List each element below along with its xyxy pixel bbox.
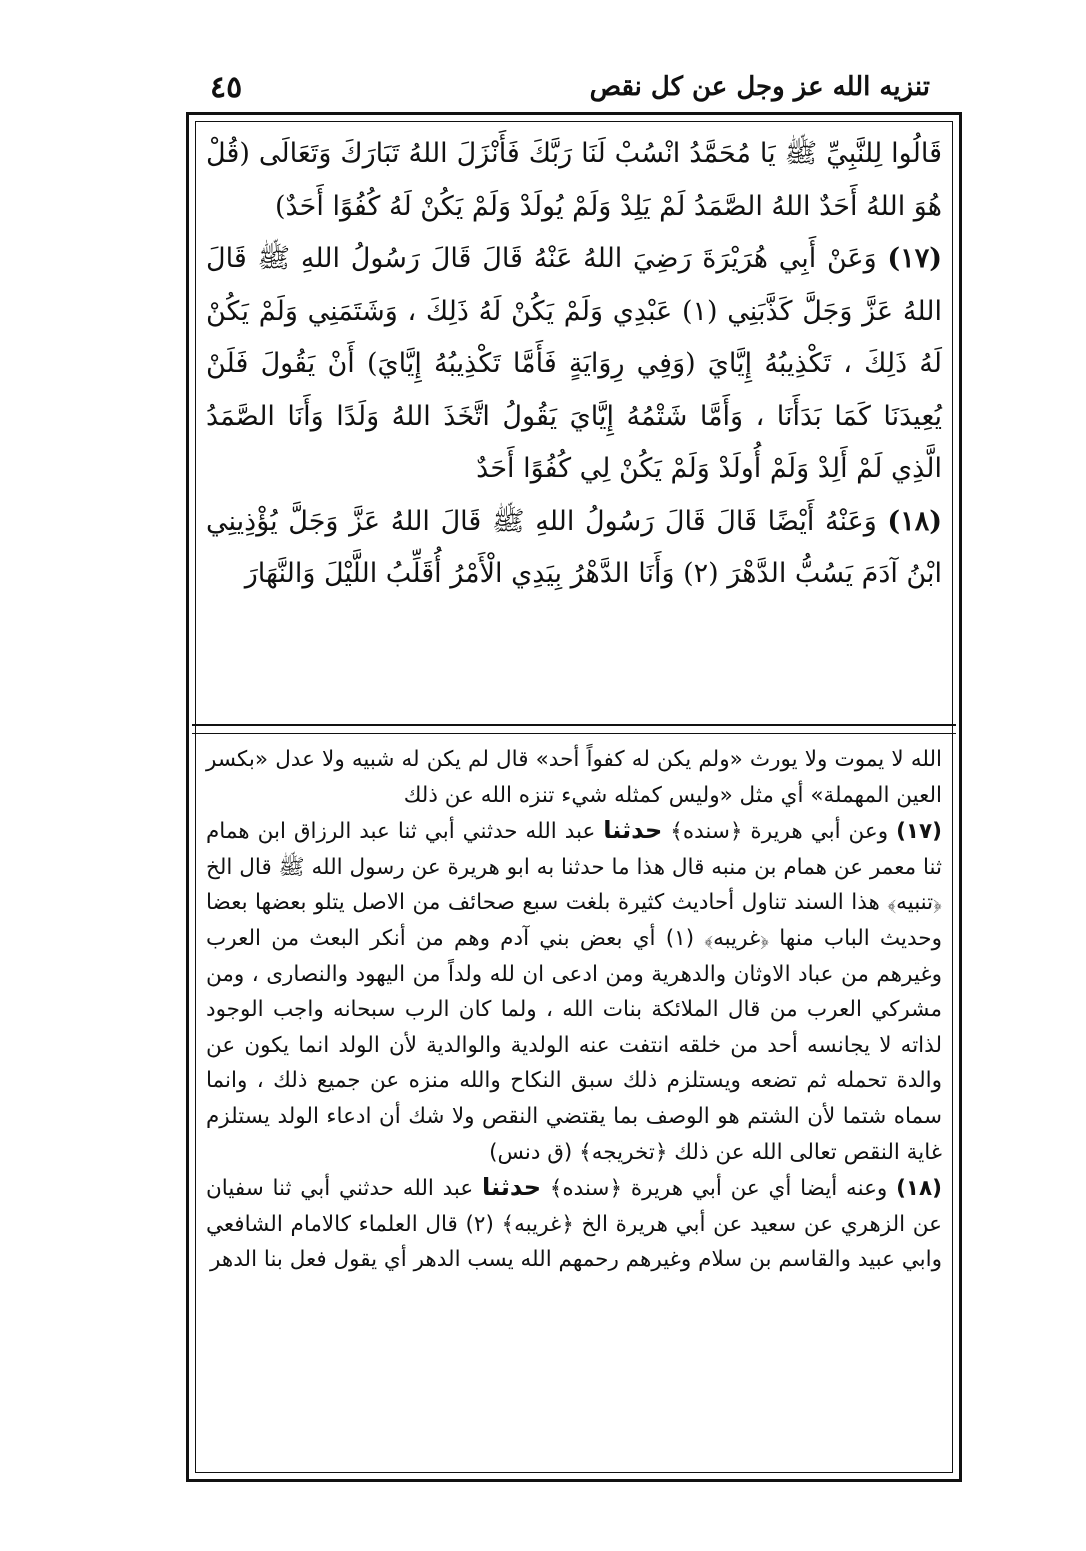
- hadith-18-text: وَعَنْهُ أَيْضًا قَالَ قَالَ رَسُولُ اللهِ ﷺ قَالَ اللهُ عَزَّ وَجَلَّ يُؤْذِينِي ابْنُ آدَمَ يَسُبُّ الدَّهْرَ (٢) وَأَنَا الدَّهْرُ بِيَدِي الْأَمْرُ أُقَلِّبُ اللَّيْلَ وَالنَّهَارَ: [206, 505, 942, 589]
- matn-intro-paragraph: قَالُوا لِلنَّبِيِّ ﷺ يَا مُحَمَّدُ انْسُبْ لَنَا رَبَّكَ فَأَنْزَلَ اللهُ تَبَارَكَ وَتَعَالَى (قُلْ هُوَ اللهُ أَحَدٌ اللهُ الصَّمَدُ لَمْ يَلِدْ وَلَمْ يُولَدْ وَلَمْ يَكُنْ لَهُ كُفُوًا أَحَدٌ): [206, 138, 942, 222]
- commentary-number: (١٨): [896, 1176, 942, 1202]
- page-number: ٤٥: [210, 70, 243, 105]
- hadith-18-paragraph: [206, 496, 942, 601]
- commentary-intro-paragraph: الله لا يموت ولا يورث «ولم يكن له كفواً أحد» قال لم يكن له شبيه ولا عدل «بكسر العين المهملة» أي مثل «وليس كمثله شيء تنزه الله عن ذلك: [206, 747, 942, 808]
- commentary-17-paragraph: [206, 813, 942, 1170]
- hadith-17-text: وَعَنْ أَبِي هُرَيْرَةَ رَضِيَ اللهُ عَنْهُ قَالَ قَالَ رَسُولُ اللهِ ﷺ قَالَ اللهُ عَزَّ وَجَلَّ كَذَّبَنِي (١) عَبْدِي وَلَمْ يَكُنْ لَهُ ذَلِكَ ، وَشَتَمَنِي وَلَمْ يَكُنْ لَهُ ذَلِكَ ، تَكْذِيبُهُ إِيَّايَ (وَفِي رِوَايَةٍ فَأَمَّا تَكْذِيبُهُ إِيَّايَ) أَنْ يَقُولَ فَلَنْ يُعِيدَنَا كَمَا بَدَأَنَا ، وَأَمَّا شَتْمُهُ إِيَّايَ يَقُولُ اتَّخَذَ اللهُ وَلَدًا وَأَنَا الصَّمَدُ الَّذِي لَمْ أَلِدْ وَلَمْ أُولَدْ وَلَمْ يَكُنْ لِي كُفُوًا أَحَدٌ: [206, 243, 942, 484]
- hadith-17-paragraph: [206, 233, 942, 496]
- commentary-number: (١٧): [896, 819, 942, 845]
- section-divider: [192, 724, 956, 734]
- commentary-17-text-a: وعن أبي هريرة ﴿سنده﴾: [670, 819, 889, 845]
- haddathana-keyword: حدثنا: [603, 816, 663, 845]
- commentary-18-paragraph: [206, 1170, 942, 1278]
- commentary-18-text-a: وعنه أيضا أي عن أبي هريرة ﴿سنده﴾: [549, 1176, 888, 1202]
- page-header: [190, 70, 950, 114]
- hadith-number: (١٧): [887, 243, 942, 274]
- commentary-17-text-b: عبد الله حدثني أبي ثنا عبد الرزاق ابن همام ثنا معمر عن همام بن منبه قال هذا ما حدثنا به ابو هريرة عن رسول الله ﷺ قال الخ ﴿تنبيه﴾ هذا السند تناول أحاديث كثيرة بلغت سبع صحائف من الاصل يتلو بعضها بعضا وحديث الباب منها ﴿غريبه﴾ (١) أي بعض بني آدم وهم من أنكر البعث من العرب وغيرهم من عباد الاوثان والدهرية ومن ادعى ان لله ولداً من اليهود والنصارى ، ومن مشركي العرب من قال الملائكة بنات الله ، ولما كان الرب سبحانه واجب الوجود لذاته لا يجانسه أحد من خلقه انتفت عنه الولدية والوالدية لأن الولد انما يكون عن والدة تحمله ثم تضعه ويستلزم ذلك سبق النكاح والله منزه عن جميع ذلك ، وانما سماه شتما لأن الشتم هو الوصف بما يقتضي النقص ولا شك أن ادعاء الولد يستلزم غاية النقص تعالى الله عن ذلك ﴿تخريجه﴾ (ق دنس): [206, 819, 942, 1165]
- running-title: تنزيه الله عز وجل عن كل نقص: [589, 72, 930, 102]
- hadith-number: (١٨): [887, 505, 942, 537]
- haddathana-keyword: حدثنا: [482, 1173, 542, 1202]
- hadith-text-section: [206, 128, 942, 601]
- commentary-section: [206, 742, 942, 1278]
- commentary-18-text-b: عبد الله حدثني أبي ثنا سفيان عن الزهري عن سعيد عن أبي هريرة الخ ﴿غريبه﴾ (٢) قال العلماء كالامام الشافعي وابي عبيد والقاسم بن سلام وغيرهم رحمهم الله يسب الدهر أي يقول فعل بنا الدهر: [206, 1176, 943, 1273]
